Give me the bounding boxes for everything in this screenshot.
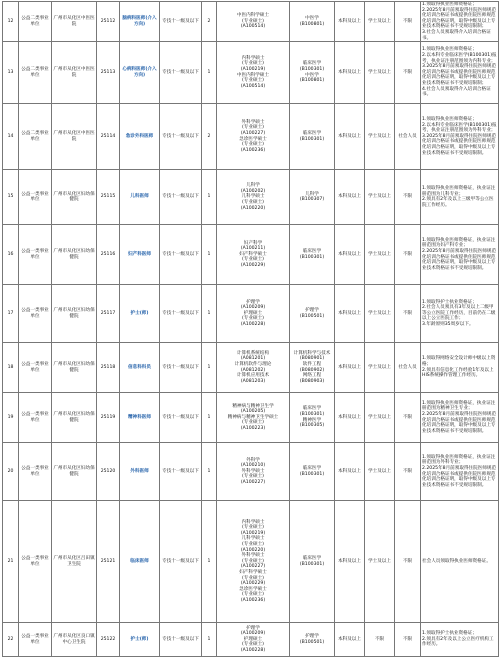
- graduate-major-cell: 儿科学 (A100202) 儿科学硕士 (专业硕士) (A100220): [217, 170, 290, 225]
- table-row: [3, 2, 499, 42]
- degree-cell: 学士及以上: [365, 225, 395, 285]
- education-cell: 本科及以上: [335, 393, 365, 443]
- table-row: [3, 501, 499, 623]
- position-name-cell: 脑病科医师(介入方向): [120, 2, 160, 42]
- position-name-cell: 信息科科员: [120, 343, 160, 393]
- unit-type-cell: 公益一类事业单位: [19, 501, 52, 623]
- graduate-major-cell: 内科学硕士 (专业硕士) (A100219) 中医内科学硕士 (专业硕士) (A100514): [217, 42, 290, 104]
- education-cell: 本科及以上: [335, 225, 365, 285]
- unit-type-cell: 公益二类事业单位: [19, 104, 52, 170]
- headcount-cell: 1: [202, 225, 217, 285]
- graduate-major-cell: 妇产科学 (A100211) 妇产科学硕士 (专业硕士) (A100229): [217, 225, 290, 285]
- requirements-cell: 1.须取得执业医师资格证，执业证注册范围为精神卫生专业； 2.2025年8月前须取得住院医师规范化培训合格证书或提供住院医师规范化培训合格证明，取得中级及以上专业技术资格证书不受规培限制。: [421, 393, 499, 443]
- degree-cell: 不限: [365, 623, 395, 657]
- table-row: [3, 42, 499, 104]
- headcount-cell: 1: [202, 393, 217, 443]
- headcount-cell: 1: [202, 170, 217, 225]
- unit-name-cell: 广州市从化区中医医院: [52, 2, 97, 42]
- education-cell: 本科及以上: [335, 104, 365, 170]
- position-code-cell: 25119: [97, 393, 120, 443]
- education-cell: 本科及以上: [335, 443, 365, 501]
- requirements-cell: 1.须取得执业医师资格证，执业证注册范围为妇产科专业； 2.2025年8月前须取得住院医师规范化培训合格证书或提供住院医师规范化培训合格证明，取得中级及以上专业技术资格证书不受规培限制。: [421, 225, 499, 285]
- headcount-cell: 1: [202, 42, 217, 104]
- table-row: [3, 623, 499, 657]
- position-level-cell: 专技十一级及以下: [160, 343, 202, 393]
- unit-type-cell: 公益一类事业单位: [19, 285, 52, 343]
- graduate-major-cell: 计算机系统结构 (A081201) 计算机软件与理论 (A081202) 计算机应用技术 (A081203): [217, 343, 290, 393]
- bachelor-major-cell: 临床医学 (B100301): [290, 501, 335, 623]
- requirements-cell: 1.须取得网络安全设计师中级以上资格； 2.须具有信息化工作经验1年及以上HIS系统操作管理工作经历。: [421, 343, 499, 393]
- unit-name-cell: 广州市从化区良口镇中心卫生院: [52, 623, 97, 657]
- education-cell: 本科及以上: [335, 343, 365, 393]
- table-row: [3, 104, 499, 170]
- position-level-cell: 专技十一级及以下: [160, 2, 202, 42]
- position-code-cell: 25114: [97, 104, 120, 170]
- position-level-cell: 专技十一级及以下: [160, 443, 202, 501]
- headcount-cell: 1: [202, 623, 217, 657]
- position-code-cell: 25112: [97, 2, 120, 42]
- bachelor-major-cell: 儿科学 (B100307): [290, 170, 335, 225]
- unit-type-cell: 公益一类事业单位: [19, 393, 52, 443]
- row-number: 14: [3, 104, 19, 170]
- bachelor-major-cell: 临床医学 (B100301) 中医学 (B100801): [290, 42, 335, 104]
- bachelor-major-cell: 临床医学 (B100301) 精神医学 (B100305): [290, 393, 335, 443]
- applicant-scope-cell: 不限: [395, 225, 421, 285]
- row-number: 18: [3, 343, 19, 393]
- graduate-major-cell: 外科学硕士 (专业硕士) (A100227) 急诊医学硕士 (专业硕士) (A100236): [217, 104, 290, 170]
- graduate-major-cell: 内科学硕士 (专业硕士) (A100219) 儿科学硕士 (专业硕士) (A100220) 外科学硕士 (专业硕士) (A100227) 妇产科学硕士 (专业硕士) (A100229) 急诊医学硕士 (专业硕士) (A100236): [217, 501, 290, 623]
- unit-name-cell: 广州市从化区妇幼保健院: [52, 225, 97, 285]
- position-name-cell: 护士(师): [120, 285, 160, 343]
- position-code-cell: 25113: [97, 42, 120, 104]
- bachelor-major-cell: 临床医学 (B100301): [290, 104, 335, 170]
- bachelor-major-cell: 护理学 (B100501): [290, 285, 335, 343]
- applicant-scope-cell: 不限: [395, 285, 421, 343]
- degree-cell: 学士及以上: [365, 104, 395, 170]
- position-name-cell: 临床医师: [120, 501, 160, 623]
- table-row: [3, 170, 499, 225]
- degree-cell: 学士及以上: [365, 443, 395, 501]
- requirements-cell: 社会人员须取得执业医师资格证。: [421, 501, 499, 623]
- bachelor-major-cell: 中医学 (B100801): [290, 2, 335, 42]
- position-level-cell: 专技十一级及以下: [160, 104, 202, 170]
- position-code-cell: 25118: [97, 343, 120, 393]
- position-name-cell: 精神科医师: [120, 393, 160, 443]
- unit-type-cell: 公益一类事业单位: [19, 443, 52, 501]
- requirements-cell: 1.须取得执业医师资格证，执业证注册范围为儿科专业； 2.须具有2年及以上三级甲等公立医院工作经历。: [421, 170, 499, 225]
- position-code-cell: 25121: [97, 501, 120, 623]
- unit-type-cell: 公益二类事业单位: [19, 2, 52, 42]
- headcount-cell: 2: [202, 2, 217, 42]
- applicant-scope-cell: 社会人员: [395, 104, 421, 170]
- position-code-cell: 25117: [97, 285, 120, 343]
- position-level-cell: 专技十一级及以下: [160, 285, 202, 343]
- position-level-cell: 专技十一级及以下: [160, 42, 202, 104]
- headcount-cell: 1: [202, 285, 217, 343]
- headcount-cell: 1: [202, 443, 217, 501]
- position-name-cell: 妇产科医师: [120, 225, 160, 285]
- applicant-scope-cell: 不限: [395, 623, 421, 657]
- degree-cell: 学士及以上: [365, 170, 395, 225]
- position-level-cell: 专技十一级及以下: [160, 623, 202, 657]
- table-row: [3, 393, 499, 443]
- unit-name-cell: 广州市从化区妇幼保健院: [52, 443, 97, 501]
- recruitment-table: [2, 1, 499, 657]
- unit-name-cell: 广州市从化区妇幼保健院: [52, 285, 97, 343]
- degree-cell: 学士及以上: [365, 393, 395, 443]
- requirements-cell: 1.须取得执业医师资格证； 2.以本科专业临床医学(B100301)报考，执业证注册范围须为外科专业； 3.2025年8月前须取得住院医师规范化培训合格证书或提供住院医师规范化培训合格证明，取得中级及以上专业技术资格证书不受规培限制。: [421, 104, 499, 170]
- unit-name-cell: 广州市从化区妇幼保健院: [52, 170, 97, 225]
- position-name-cell: 急诊外科医师: [120, 104, 160, 170]
- table-body: [3, 2, 499, 657]
- row-number: 16: [3, 225, 19, 285]
- table-row: [3, 285, 499, 343]
- graduate-major-cell: 护理学 (A100209) 护理硕士 (专业硕士) (A100228): [217, 623, 290, 657]
- unit-name-cell: 广州市从化区妇幼保健院: [52, 343, 97, 393]
- unit-name-cell: 广州市从化区中医医院: [52, 104, 97, 170]
- position-name-cell: 外科医师: [120, 443, 160, 501]
- headcount-cell: 1: [202, 343, 217, 393]
- applicant-scope-cell: 不限: [395, 393, 421, 443]
- requirements-cell: 1.须取得执业医师资格证； 2.2025年8月前须取得住院医师规范化培训合格证书或提供住院医师规范化培训合格证明，取得中级及以上专业技术资格证书不受规培限制； 3.社会人员须取得介入培训合格证书。: [421, 2, 499, 42]
- education-cell: 本科及以上: [335, 501, 365, 623]
- position-level-cell: 专技十一级及以下: [160, 393, 202, 443]
- graduate-major-cell: 精神病与精神卫生学 (A100205) 精神病与精神卫生学硕士 (专业硕士) (A100223): [217, 393, 290, 443]
- degree-cell: 学士及以上: [365, 2, 395, 42]
- row-number: 13: [3, 42, 19, 104]
- requirements-cell: 1.须取得护士执业资格证； 2.须具有2年及以上公立医疗机构工作经历。: [421, 623, 499, 657]
- position-name-cell: 儿科医师: [120, 170, 160, 225]
- table-row: [3, 443, 499, 501]
- requirements-cell: 1.须取得护士执业资格证； 2.社会人员须具有3年及以上二级甲等公立医院工作经历，目前仍在二级以上公立医院工作； 3.年龄原则35周岁以下。: [421, 285, 499, 343]
- position-code-cell: 25122: [97, 623, 120, 657]
- bachelor-major-cell: 计算机科学与技术 (B080901) 软件工程 (B080902) 网络工程 (B080903): [290, 343, 335, 393]
- position-level-cell: 专技十一级及以下: [160, 170, 202, 225]
- position-name-cell: 心病科医师(介入方向): [120, 42, 160, 104]
- applicant-scope-cell: 不限: [395, 501, 421, 623]
- unit-type-cell: 公益一类事业单位: [19, 623, 52, 657]
- position-code-cell: 25116: [97, 225, 120, 285]
- education-cell: 本科及以上: [335, 285, 365, 343]
- education-cell: 本科及以上: [335, 42, 365, 104]
- unit-name-cell: 广州市从化区吕田镇卫生院: [52, 501, 97, 623]
- bachelor-major-cell: 护理学 (B100501): [290, 623, 335, 657]
- unit-name-cell: 广州市从化区妇幼保健院: [52, 393, 97, 443]
- headcount-cell: 2: [202, 104, 217, 170]
- headcount-cell: 1: [202, 501, 217, 623]
- row-number: 20: [3, 443, 19, 501]
- bachelor-major-cell: 临床医学 (B100301): [290, 443, 335, 501]
- unit-type-cell: 公益一类事业单位: [19, 170, 52, 225]
- table-row: [3, 343, 499, 393]
- applicant-scope-cell: 不限: [395, 2, 421, 42]
- table-row: [3, 225, 499, 285]
- row-number: 12: [3, 2, 19, 42]
- row-number: 17: [3, 285, 19, 343]
- unit-type-cell: 公益一类事业单位: [19, 225, 52, 285]
- degree-cell: 学士及以上: [365, 285, 395, 343]
- applicant-scope-cell: 不限: [395, 42, 421, 104]
- unit-type-cell: 公益一类事业单位: [19, 343, 52, 393]
- education-cell: 本科及以上: [335, 623, 365, 657]
- row-number: 22: [3, 623, 19, 657]
- applicant-scope-cell: 不限: [395, 443, 421, 501]
- position-level-cell: 专技十一级及以下: [160, 225, 202, 285]
- unit-type-cell: 公益二类事业单位: [19, 42, 52, 104]
- position-level-cell: 专技十一级及以下: [160, 501, 202, 623]
- degree-cell: 学士及以上: [365, 343, 395, 393]
- applicant-scope-cell: 不限: [395, 170, 421, 225]
- degree-cell: 学士及以上: [365, 42, 395, 104]
- position-name-cell: 护士(师): [120, 623, 160, 657]
- position-code-cell: 25115: [97, 170, 120, 225]
- requirements-cell: 1.须取得执业医师资格证； 2.以本科专业临床医学(B100301)报考，执业证注册范围须为内科专业； 3.2025年8月前须取得住院医师规范化培训合格证书或提供住院医师规范化培训合格证明，取得中级及以上专业技术资格证书不受规培限制； 4.社会人员须取得介入培训合格证书。: [421, 42, 499, 104]
- graduate-major-cell: 外科学 (A100210) 外科学硕士 (专业硕士) (A100227): [217, 443, 290, 501]
- row-number: 19: [3, 393, 19, 443]
- position-code-cell: 25120: [97, 443, 120, 501]
- bachelor-major-cell: 临床医学 (B100301): [290, 225, 335, 285]
- education-cell: 本科及以上: [335, 2, 365, 42]
- graduate-major-cell: 护理学 (A100209) 护理硕士 (专业硕士) (A100228): [217, 285, 290, 343]
- row-number: 21: [3, 501, 19, 623]
- degree-cell: 学士及以上: [365, 501, 395, 623]
- unit-name-cell: 广州市从化区中医医院: [52, 42, 97, 104]
- education-cell: 本科及以上: [335, 170, 365, 225]
- applicant-scope-cell: 社会人员: [395, 343, 421, 393]
- graduate-major-cell: 中医内科学硕士 (专业硕士) (A100514): [217, 2, 290, 42]
- row-number: 15: [3, 170, 19, 225]
- requirements-cell: 1.须取得执业医师资格证，执业证注册范围为外科专业； 2.2025年8月前须取得住院医师规范化培训合格证书或提供住院医师规范化培训合格证明，取得中级及以上专业技术资格证书不受规培限制。: [421, 443, 499, 501]
